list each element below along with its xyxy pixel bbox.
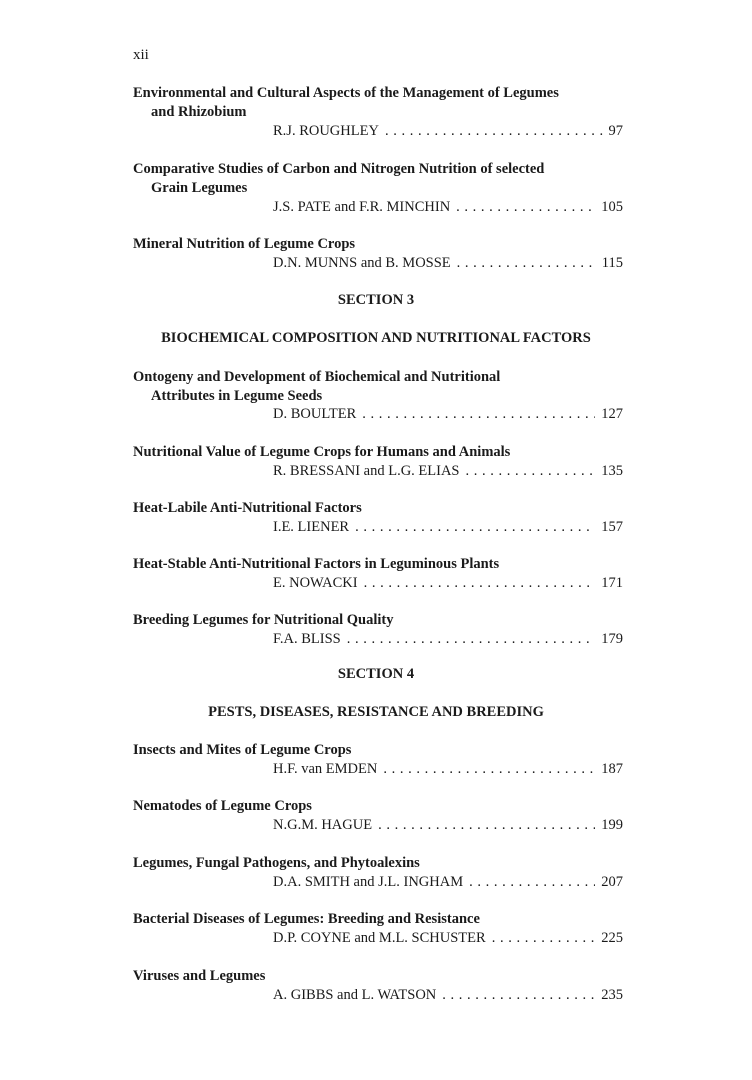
section-title: PESTS, DISEASES, RESISTANCE AND BREEDING: [208, 704, 544, 720]
toc-title-line: Nematodes of Legume Crops: [133, 798, 312, 814]
toc-title-line: Nutritional Value of Legume Crops for Humans and Animals: [133, 444, 511, 460]
toc-title-line: Viruses and Legumes: [133, 968, 266, 984]
toc-entry-authors: [273, 405, 623, 424]
toc-entry-title: [133, 160, 603, 198]
toc-entry-title: [133, 368, 603, 406]
dot-leader: [456, 198, 595, 217]
toc-page-number: 225: [601, 930, 623, 946]
toc-authors: D.P. COYNE and M.L. SCHUSTER: [273, 930, 486, 946]
toc-title-line: Ontogeny and Development of Biochemical and Nutritional: [133, 369, 501, 385]
section-title: BIOCHEMICAL COMPOSITION AND NUTRITIONAL FACTORS: [161, 330, 591, 346]
toc-title-continuation: Attributes in Legume Seeds: [151, 388, 323, 404]
toc-entry-authors: [273, 929, 623, 948]
toc-title-line: Breeding Legumes for Nutritional Quality: [133, 612, 394, 628]
dot-leader: [378, 816, 595, 835]
dot-leader: [364, 574, 596, 593]
toc-entry-title: [133, 443, 603, 462]
toc-authors: E. NOWACKI: [273, 575, 358, 591]
toc-entry-authors: [273, 760, 623, 779]
toc-entry-authors: [273, 254, 623, 273]
toc-entry-title: [133, 499, 603, 518]
toc-authors: D. BOULTER: [273, 406, 357, 422]
toc-title-line: Bacterial Diseases of Legumes: Breeding and Resistance: [133, 911, 480, 927]
dot-leader: [385, 122, 603, 141]
page-number: xii: [133, 47, 149, 63]
toc-title-line: Environmental and Cultural Aspects of the Management of Legumes: [133, 85, 559, 101]
toc-entry-title: [133, 741, 603, 760]
dot-leader: [347, 630, 596, 649]
dot-leader: [362, 405, 595, 424]
toc-entry-authors: [273, 873, 623, 892]
dot-leader: [492, 929, 596, 948]
dot-leader: [355, 518, 595, 537]
toc-authors: D.A. SMITH and J.L. INGHAM: [273, 874, 464, 890]
toc-authors: A. GIBBS and L. WATSON: [273, 987, 437, 1003]
toc-title-continuation: and Rhizobium: [151, 104, 247, 120]
toc-entry-authors: [273, 122, 623, 141]
toc-entry-authors: [273, 198, 623, 217]
section-label: SECTION 4: [337, 666, 415, 682]
toc-entry-authors: [273, 518, 623, 537]
toc-title-continuation: Grain Legumes: [151, 180, 248, 196]
toc-authors: R.J. ROUGHLEY: [273, 123, 379, 139]
toc-entry-authors: [273, 630, 623, 649]
toc-entry-title: [133, 611, 603, 630]
toc-entry-title: [133, 555, 603, 574]
toc-page-number: 179: [601, 631, 623, 647]
dot-leader: [383, 760, 595, 779]
toc-entry-authors: [273, 986, 623, 1005]
toc-title-line: Mineral Nutrition of Legume Crops: [133, 236, 356, 252]
toc-authors: I.E. LIENER: [273, 519, 350, 535]
toc-page-number: 235: [601, 987, 623, 1003]
toc-page-number: 135: [601, 463, 623, 479]
toc-entry-title: [133, 967, 603, 986]
toc-entry-title: [133, 235, 603, 254]
toc-entry-title: [133, 84, 603, 122]
section-label: SECTION 3: [337, 292, 415, 308]
toc-page-number: 171: [601, 575, 623, 591]
dot-leader: [469, 873, 595, 892]
toc-authors: N.G.M. HAGUE: [273, 817, 373, 833]
dot-leader: [457, 254, 596, 273]
toc-page-number: 97: [608, 123, 623, 139]
toc-entry-title: [133, 854, 603, 873]
toc-entry-authors: [273, 574, 623, 593]
toc-page-number: 207: [601, 874, 623, 890]
toc-authors: H.F. van EMDEN: [273, 761, 378, 777]
toc-entry-authors: [273, 462, 623, 481]
toc-authors: D.N. MUNNS and B. MOSSE: [273, 255, 451, 271]
toc-page-number: 199: [601, 817, 623, 833]
toc-title-line: Legumes, Fungal Pathogens, and Phytoalexins: [133, 855, 420, 871]
toc-page-number: 187: [601, 761, 623, 777]
toc-authors: J.S. PATE and F.R. MINCHIN: [273, 199, 451, 215]
toc-page-number: 127: [601, 406, 623, 422]
toc-title-line: Comparative Studies of Carbon and Nitrogen Nutrition of selected: [133, 161, 545, 177]
toc-entry-title: [133, 797, 603, 816]
toc-entry-title: [133, 910, 603, 929]
toc-entry-authors: [273, 816, 623, 835]
toc-authors: R. BRESSANI and L.G. ELIAS: [273, 463, 460, 479]
dot-leader: [466, 462, 596, 481]
toc-title-line: Heat-Labile Anti-Nutritional Factors: [133, 500, 362, 516]
toc-page-number: 115: [601, 255, 623, 271]
toc-page-number: 105: [601, 199, 623, 215]
toc-authors: F.A. BLISS: [273, 631, 341, 647]
toc-page-number: 157: [601, 519, 623, 535]
toc-title-line: Heat-Stable Anti-Nutritional Factors in Leguminous Plants: [133, 556, 500, 572]
dot-leader: [442, 986, 595, 1005]
toc-title-line: Insects and Mites of Legume Crops: [133, 742, 352, 758]
